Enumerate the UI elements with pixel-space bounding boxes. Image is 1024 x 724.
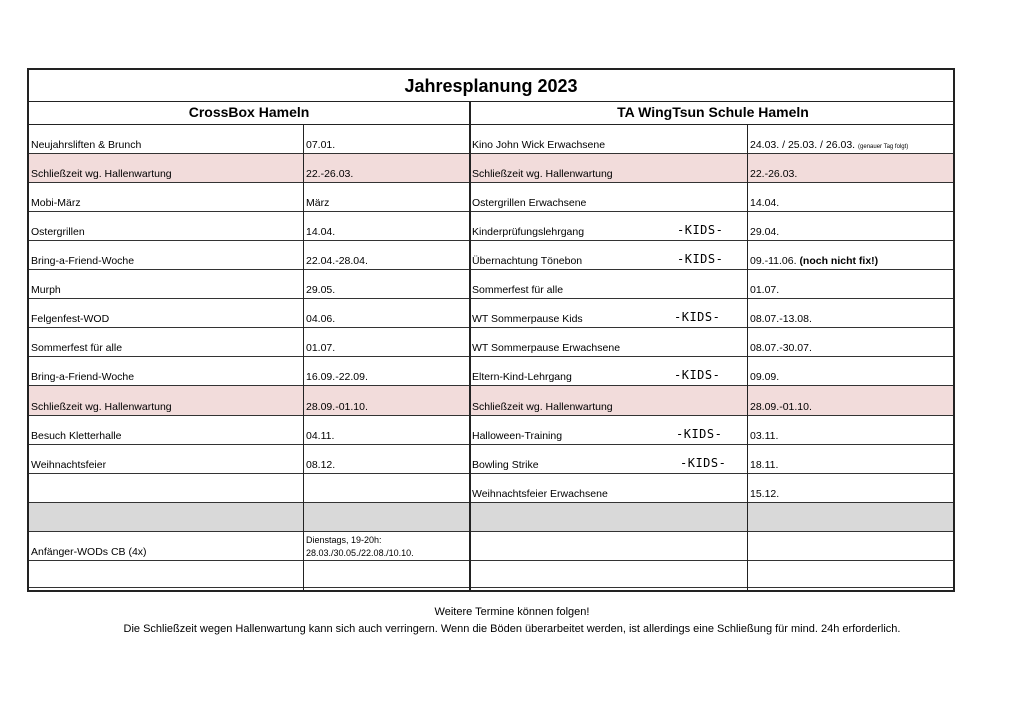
crossbox-event-date: 22.-26.03. xyxy=(306,168,354,180)
date-line-1: Dienstags, 19-20h: xyxy=(306,535,382,545)
wingtsun-event-name: Kinderprüfungslehrgang xyxy=(472,226,585,238)
crossbox-event-name: Weihnachtsfeier xyxy=(31,459,107,471)
date-text: 24.03. / 25.03. / 26.03. xyxy=(750,139,856,151)
date-line-2: 28.03./30.05./22.08./10.10. xyxy=(306,548,414,558)
kids-label: -KIDS- xyxy=(680,456,727,470)
crossbox-event-name: Mobi-März xyxy=(31,197,81,209)
wingtsun-event-date: 09.09. xyxy=(750,371,780,383)
crossbox-event-date: 14.04. xyxy=(306,226,336,238)
wingtsun-event-date xyxy=(750,139,908,151)
date-text: 09.-11.06. xyxy=(750,255,797,267)
kids-label: -KIDS- xyxy=(674,368,721,382)
wingtsun-event-date: 29.04. xyxy=(750,226,780,238)
date-warning: (noch nicht fix!) xyxy=(799,255,879,267)
wingtsun-event-date: 01.07. xyxy=(750,284,780,296)
wingtsun-event-name: Sommerfest für alle xyxy=(472,284,564,296)
wingtsun-event-name: Ostergrillen Erwachsene xyxy=(472,197,587,209)
wingtsun-event-name: Bowling Strike xyxy=(472,459,539,471)
table-row xyxy=(29,154,953,183)
table-row xyxy=(29,183,953,212)
footer-note-2: Die Schließzeit wegen Hallenwartung kann sich auch verringern. Wenn die Böden überarbeitet werden, ist allerdings eine Schließung für mind. 24h erforderlich. xyxy=(123,623,901,635)
table-row xyxy=(29,474,953,503)
wingtsun-event-name: Weihnachtsfeier Erwachsene xyxy=(472,488,608,500)
wingtsun-event-date: 15.12. xyxy=(750,488,780,500)
crossbox-event-name: Felgenfest-WOD xyxy=(31,313,110,325)
crossbox-event-date: 22.04.-28.04. xyxy=(306,255,368,267)
wingtsun-event-date: 18.11. xyxy=(750,459,779,471)
table-row xyxy=(29,561,953,588)
kids-label: -KIDS- xyxy=(677,223,724,237)
header-wingtsun: TA WingTsun Schule Hameln xyxy=(617,104,809,120)
wingtsun-event-date: 22.-26.03. xyxy=(750,168,798,180)
table-row xyxy=(29,532,953,561)
crossbox-event-name: Schließzeit wg. Hallenwartung xyxy=(31,401,172,413)
table-row xyxy=(29,503,953,532)
crossbox-event-date: März xyxy=(306,197,330,209)
crossbox-event-name: Ostergrillen xyxy=(31,226,85,238)
crossbox-event-name: Sommerfest für alle xyxy=(31,342,123,354)
table-row xyxy=(29,328,953,357)
wingtsun-event-date: 08.07.-13.08. xyxy=(750,313,812,325)
crossbox-event-date: 01.07. xyxy=(306,342,336,354)
crossbox-event-date: 29.05. xyxy=(306,284,336,296)
crossbox-event-date: 28.09.-01.10. xyxy=(306,401,368,413)
wingtsun-event-date: 14.04. xyxy=(750,197,780,209)
wingtsun-event-name: Schließzeit wg. Hallenwartung xyxy=(472,168,613,180)
column-divider-1 xyxy=(303,125,304,590)
wingtsun-event-name: Eltern-Kind-Lehrgang xyxy=(472,371,572,383)
table-row xyxy=(29,241,953,270)
wingtsun-event-name: WT Sommerpause Kids xyxy=(472,313,583,325)
crossbox-event-date: 07.01. xyxy=(306,139,336,151)
crossbox-event-date: 04.11. xyxy=(306,430,335,442)
column-divider-3 xyxy=(747,125,748,590)
crossbox-event-date: 04.06. xyxy=(306,313,336,325)
planning-table xyxy=(27,68,955,592)
wingtsun-event-name: Schließzeit wg. Hallenwartung xyxy=(472,401,613,413)
crossbox-event-name: Anfänger-WODs CB (4x) xyxy=(31,546,147,558)
table-row xyxy=(29,299,953,328)
kids-label: -KIDS- xyxy=(677,252,724,266)
date-note: (genauer Tag folgt) xyxy=(858,144,909,150)
crossbox-event-name: Bring-a-Friend-Woche xyxy=(31,255,135,267)
table-row xyxy=(29,125,953,154)
header-divider xyxy=(469,102,471,125)
table-row xyxy=(29,270,953,299)
wingtsun-event-name: Halloween-Training xyxy=(472,430,563,442)
wingtsun-event-name: WT Sommerpause Erwachsene xyxy=(472,342,621,354)
table-row xyxy=(29,445,953,474)
header-crossbox: CrossBox Hameln xyxy=(188,104,310,120)
wingtsun-event-date: 03.11. xyxy=(750,430,779,442)
crossbox-event-name: Besuch Kletterhalle xyxy=(31,430,122,442)
wingtsun-event-date: 08.07.-30.07. xyxy=(750,342,812,354)
column-header-row xyxy=(29,102,953,125)
table-title: Jahresplanung 2023 xyxy=(29,70,953,102)
crossbox-event-name: Bring-a-Friend-Woche xyxy=(31,371,135,383)
wingtsun-event-date xyxy=(750,255,878,267)
crossbox-event-name: Murph xyxy=(31,284,61,296)
wingtsun-event-name: Übernachtung Tönebon xyxy=(472,255,583,267)
wingtsun-event-name: Kino John Wick Erwachsene xyxy=(472,139,606,151)
crossbox-event-name: Schließzeit wg. Hallenwartung xyxy=(31,168,172,180)
crossbox-event-date: 16.09.-22.09. xyxy=(306,371,368,383)
footer-note-1: Weitere Termine können folgen! xyxy=(434,606,590,618)
wingtsun-event-date: 28.09.-01.10. xyxy=(750,401,812,413)
crossbox-event-name: Neujahrsliften & Brunch xyxy=(31,139,142,151)
crossbox-event-date xyxy=(306,534,414,560)
table-row xyxy=(29,416,953,445)
kids-label: -KIDS- xyxy=(676,427,723,441)
column-divider-center xyxy=(469,125,471,590)
kids-label: -KIDS- xyxy=(674,310,721,324)
crossbox-event-date: 08.12. xyxy=(306,459,336,471)
table-row xyxy=(29,386,953,416)
table-row xyxy=(29,212,953,241)
table-row xyxy=(29,357,953,386)
